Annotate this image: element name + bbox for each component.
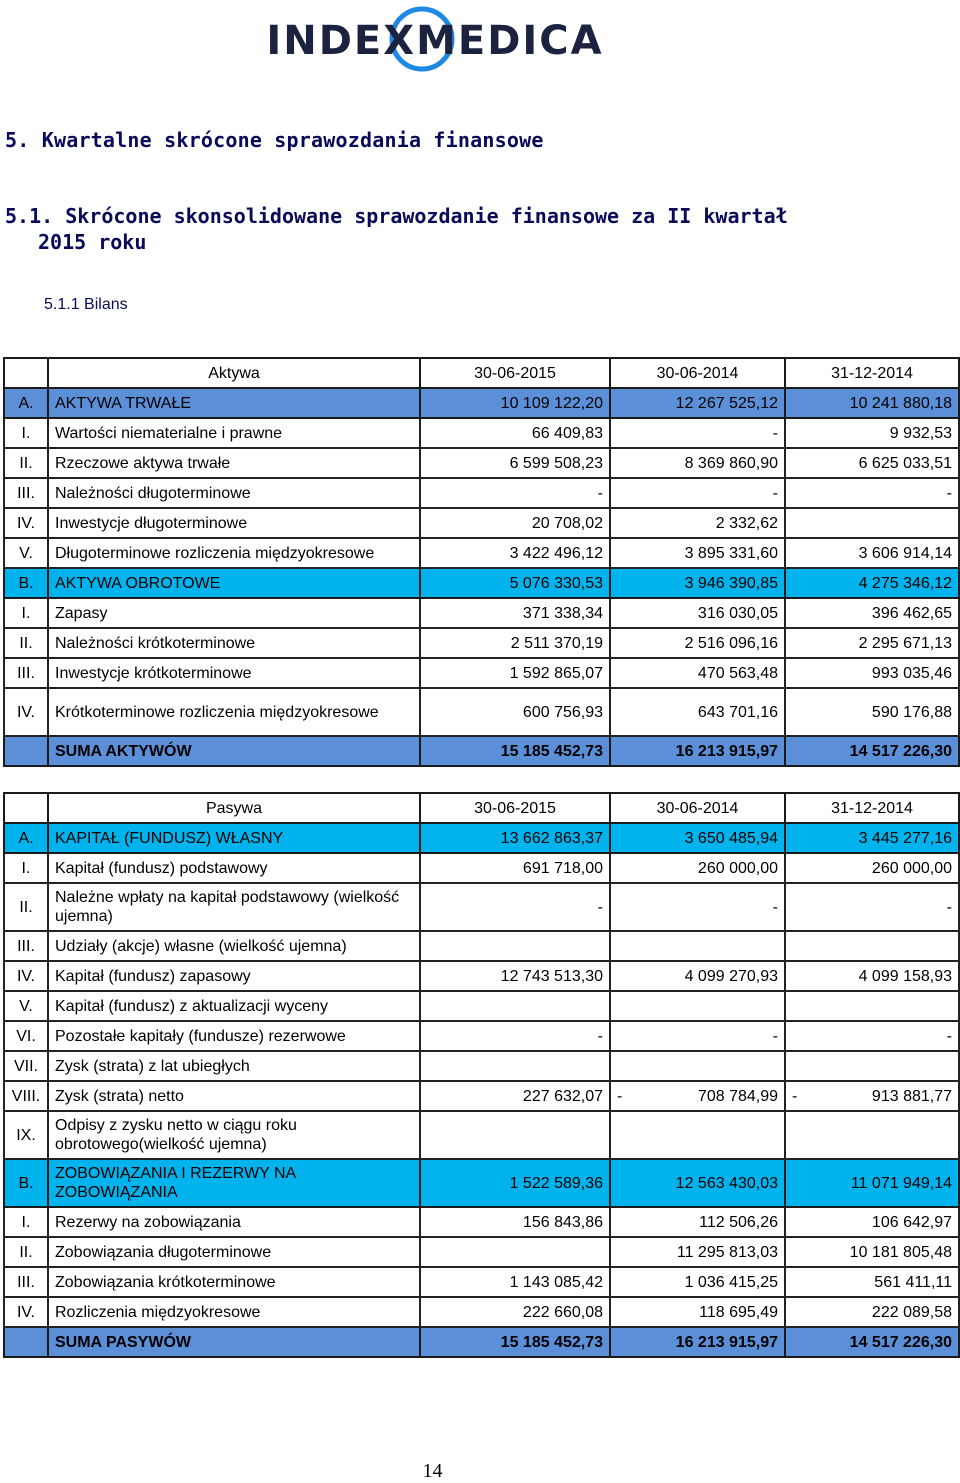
value-31-12-2014: 10 241 880,18	[785, 388, 959, 418]
value-30-06-2015: 15 185 452,73	[420, 1327, 610, 1357]
value-30-06-2014: -	[610, 418, 785, 448]
header-cell: 30-06-2015	[420, 358, 610, 388]
table-row	[4, 883, 959, 931]
row-number: IV.	[4, 688, 48, 736]
row-label: Wartości niematerialne i prawne	[48, 418, 420, 448]
table-row	[4, 418, 959, 448]
row-label: AKTYWA TRWAŁE	[48, 388, 420, 418]
row-number: VIII.	[4, 1081, 48, 1111]
table-row	[4, 1297, 959, 1327]
value-30-06-2014: 12 267 525,12	[610, 388, 785, 418]
row-number: B.	[4, 1159, 48, 1207]
header-title: Pasywa	[48, 793, 420, 823]
value-31-12-2014: -	[785, 1021, 959, 1051]
row-number: VI.	[4, 1021, 48, 1051]
row-number: I.	[4, 418, 48, 448]
table-row	[4, 823, 959, 853]
table-header-row	[4, 793, 959, 823]
value-30-06-2015: 2 511 370,19	[420, 628, 610, 658]
row-number: III.	[4, 658, 48, 688]
value-30-06-2015	[420, 1111, 610, 1159]
row-number: A.	[4, 388, 48, 418]
row-label: Rozliczenia międzyokresowe	[48, 1297, 420, 1327]
row-label: KAPITAŁ (FUNDUSZ) WŁASNY	[48, 823, 420, 853]
value-31-12-2014: -	[785, 478, 959, 508]
value-30-06-2015: 15 185 452,73	[420, 736, 610, 766]
row-number: I.	[4, 853, 48, 883]
table-row	[4, 388, 959, 418]
value-31-12-2014: 3 445 277,16	[785, 823, 959, 853]
value-30-06-2014: 118 695,49	[610, 1297, 785, 1327]
table-row	[4, 688, 959, 736]
table-row	[4, 1267, 959, 1297]
table-row	[4, 448, 959, 478]
value-30-06-2015: -	[420, 883, 610, 931]
row-number: II.	[4, 628, 48, 658]
value-31-12-2014: 6 625 033,51	[785, 448, 959, 478]
row-label: Inwestycje długoterminowe	[48, 508, 420, 538]
row-label: ZOBOWIĄZANIA I REZERWY NA ZOBOWIĄZANIA	[48, 1159, 420, 1207]
value-30-06-2014: 8 369 860,90	[610, 448, 785, 478]
negative-sign: -	[792, 1087, 798, 1105]
value-30-06-2015: 1 522 589,36	[420, 1159, 610, 1207]
row-number	[4, 736, 48, 766]
row-label: Krótkoterminowe rozliczenia międzyokresowe	[48, 688, 420, 736]
row-label: Pozostałe kapitały (fundusze) rezerwowe	[48, 1021, 420, 1051]
value-30-06-2015: 66 409,83	[420, 418, 610, 448]
row-number: II.	[4, 1237, 48, 1267]
table-row	[4, 568, 959, 598]
row-label: Zobowiązania krótkoterminowe	[48, 1267, 420, 1297]
row-label: Rzeczowe aktywa trwałe	[48, 448, 420, 478]
value-31-12-2014: 993 035,46	[785, 658, 959, 688]
value-31-12-2014: 260 000,00	[785, 853, 959, 883]
page-number: 14	[422, 1460, 443, 1482]
liabilities-table	[3, 792, 960, 1358]
value-30-06-2015: 20 708,02	[420, 508, 610, 538]
value-30-06-2015: 6 599 508,23	[420, 448, 610, 478]
value-31-12-2014: 106 642,97	[785, 1207, 959, 1237]
row-label: Rezerwy na zobowiązania	[48, 1207, 420, 1237]
value-30-06-2014	[610, 1111, 785, 1159]
value-31-12-2014	[785, 1051, 959, 1081]
header-cell: 30-06-2015	[420, 793, 610, 823]
value-30-06-2015: 13 662 863,37	[420, 823, 610, 853]
table-row	[4, 853, 959, 883]
row-label: Kapitał (fundusz) zapasowy	[48, 961, 420, 991]
value-30-06-2015: 12 743 513,30	[420, 961, 610, 991]
row-label: Należności długoterminowe	[48, 478, 420, 508]
table-row	[4, 1051, 959, 1081]
table-row	[4, 628, 959, 658]
value-30-06-2014: -	[610, 1021, 785, 1051]
table-row	[4, 1111, 959, 1159]
balance-heading: 5.1.1 Bilans	[44, 296, 128, 313]
row-number: A.	[4, 823, 48, 853]
table-row	[4, 1081, 959, 1111]
row-number: IV.	[4, 961, 48, 991]
value-30-06-2014: 16 213 915,97	[610, 736, 785, 766]
table-row	[4, 991, 959, 1021]
row-number: IV.	[4, 1297, 48, 1327]
row-number: II.	[4, 448, 48, 478]
value-30-06-2014: 3 650 485,94	[610, 823, 785, 853]
value-31-12-2014	[785, 1111, 959, 1159]
value-30-06-2014: 4 099 270,93	[610, 961, 785, 991]
value-30-06-2015	[420, 991, 610, 1021]
row-number: I.	[4, 1207, 48, 1237]
value-31-12-2014: 11 071 949,14	[785, 1159, 959, 1207]
value-31-12-2014: -	[785, 883, 959, 931]
value-30-06-2014: 1 036 415,25	[610, 1267, 785, 1297]
table-row	[4, 538, 959, 568]
value-30-06-2015: 10 109 122,20	[420, 388, 610, 418]
header-cell: 31-12-2014	[785, 793, 959, 823]
value-30-06-2014: 12 563 430,03	[610, 1159, 785, 1207]
value-31-12-2014: 4 275 346,12	[785, 568, 959, 598]
value-30-06-2015: 600 756,93	[420, 688, 610, 736]
logo-text: INDEXMEDICA	[266, 18, 604, 64]
header-cell: 30-06-2014	[610, 358, 785, 388]
value-31-12-2014: 590 176,88	[785, 688, 959, 736]
value-30-06-2015: 227 632,07	[420, 1081, 610, 1111]
value-31-12-2014: 14 517 226,30	[785, 736, 959, 766]
value-30-06-2014: 260 000,00	[610, 853, 785, 883]
value-31-12-2014	[785, 991, 959, 1021]
table-row	[4, 961, 959, 991]
value-30-06-2014: 112 506,26	[610, 1207, 785, 1237]
value-31-12-2014	[785, 508, 959, 538]
value-30-06-2015: -	[420, 1021, 610, 1051]
value-30-06-2015	[420, 1237, 610, 1267]
table-row	[4, 736, 959, 766]
row-number: IV.	[4, 508, 48, 538]
value-31-12-2014: 4 099 158,93	[785, 961, 959, 991]
value-amount: 708 784,99	[697, 1087, 778, 1105]
value-30-06-2015	[420, 1051, 610, 1081]
row-label: AKTYWA OBROTOWE	[48, 568, 420, 598]
value-30-06-2015: 1 143 085,42	[420, 1267, 610, 1297]
table-row	[4, 1207, 959, 1237]
row-label: Kapitał (fundusz) z aktualizacji wyceny	[48, 991, 420, 1021]
value-30-06-2015: 156 843,86	[420, 1207, 610, 1237]
header-cell	[4, 793, 48, 823]
row-label: Zapasy	[48, 598, 420, 628]
value-30-06-2015: 371 338,34	[420, 598, 610, 628]
row-number: B.	[4, 568, 48, 598]
value-30-06-2014	[610, 931, 785, 961]
row-number: VII.	[4, 1051, 48, 1081]
value-31-12-2014: 2 295 671,13	[785, 628, 959, 658]
table-row	[4, 1327, 959, 1357]
value-31-12-2014: 14 517 226,30	[785, 1327, 959, 1357]
row-label: Odpisy z zysku netto w ciągu roku obrotowego(wielkość ujemna)	[48, 1111, 420, 1159]
value-30-06-2014	[610, 1081, 785, 1111]
row-label: Należności krótkoterminowe	[48, 628, 420, 658]
table-header-row	[4, 358, 959, 388]
header-cell: 30-06-2014	[610, 793, 785, 823]
row-number	[4, 1327, 48, 1357]
row-number: III.	[4, 1267, 48, 1297]
value-30-06-2014: 16 213 915,97	[610, 1327, 785, 1357]
subsection-heading-line2: 2015 roku	[38, 230, 147, 254]
table-row	[4, 598, 959, 628]
row-label: Zysk (strata) netto	[48, 1081, 420, 1111]
table-row	[4, 508, 959, 538]
value-30-06-2014: 470 563,48	[610, 658, 785, 688]
indexmedica-logo	[210, 4, 660, 74]
row-number: V.	[4, 538, 48, 568]
value-31-12-2014: 9 932,53	[785, 418, 959, 448]
value-31-12-2014: 10 181 805,48	[785, 1237, 959, 1267]
value-30-06-2014	[610, 1051, 785, 1081]
row-label: Należne wpłaty na kapitał podstawowy (wielkość ujemna)	[48, 883, 420, 931]
row-number: II.	[4, 883, 48, 931]
table-row	[4, 931, 959, 961]
row-label: Udziały (akcje) własne (wielkość ujemna)	[48, 931, 420, 961]
section-heading: 5. Kwartalne skrócone sprawozdania finansowe	[5, 128, 544, 152]
value-30-06-2014: 2 332,62	[610, 508, 785, 538]
row-label: Inwestycje krótkoterminowe	[48, 658, 420, 688]
value-30-06-2015: 3 422 496,12	[420, 538, 610, 568]
value-31-12-2014: 561 411,11	[785, 1267, 959, 1297]
row-label: SUMA AKTYWÓW	[48, 736, 420, 766]
subsection-heading-line1: 5.1. Skrócone skonsolidowane sprawozdanie finansowe za II kwartał	[5, 204, 788, 228]
table-row	[4, 1237, 959, 1267]
value-31-12-2014: 396 462,65	[785, 598, 959, 628]
value-30-06-2014: 316 030,05	[610, 598, 785, 628]
value-30-06-2014: 643 701,16	[610, 688, 785, 736]
header-cell: 31-12-2014	[785, 358, 959, 388]
row-label: Zobowiązania długoterminowe	[48, 1237, 420, 1267]
value-30-06-2014: 3 946 390,85	[610, 568, 785, 598]
row-label: Zysk (strata) z lat ubiegłych	[48, 1051, 420, 1081]
value-30-06-2015: 691 718,00	[420, 853, 610, 883]
header-title: Aktywa	[48, 358, 420, 388]
value-30-06-2014: -	[610, 883, 785, 931]
value-30-06-2015: 5 076 330,53	[420, 568, 610, 598]
row-number: V.	[4, 991, 48, 1021]
assets-table	[3, 357, 960, 767]
header-cell	[4, 358, 48, 388]
value-30-06-2014	[610, 991, 785, 1021]
subsection-heading	[5, 203, 885, 255]
row-number: III.	[4, 931, 48, 961]
table-row	[4, 658, 959, 688]
row-label: Kapitał (fundusz) podstawowy	[48, 853, 420, 883]
negative-sign: -	[617, 1087, 623, 1105]
value-30-06-2014: 11 295 813,03	[610, 1237, 785, 1267]
value-31-12-2014	[785, 1081, 959, 1111]
row-number: I.	[4, 598, 48, 628]
value-30-06-2015: -	[420, 478, 610, 508]
value-30-06-2014: 3 895 331,60	[610, 538, 785, 568]
row-number: III.	[4, 478, 48, 508]
table-row	[4, 478, 959, 508]
value-31-12-2014: 222 089,58	[785, 1297, 959, 1327]
table-row	[4, 1021, 959, 1051]
value-30-06-2015	[420, 931, 610, 961]
value-31-12-2014: 3 606 914,14	[785, 538, 959, 568]
value-30-06-2014: -	[610, 478, 785, 508]
row-number: IX.	[4, 1111, 48, 1159]
row-label: SUMA PASYWÓW	[48, 1327, 420, 1357]
row-label: Długoterminowe rozliczenia międzyokresowe	[48, 538, 420, 568]
value-amount: 913 881,77	[871, 1087, 952, 1105]
value-30-06-2015: 222 660,08	[420, 1297, 610, 1327]
value-30-06-2014: 2 516 096,16	[610, 628, 785, 658]
table-row	[4, 1159, 959, 1207]
value-31-12-2014	[785, 931, 959, 961]
value-30-06-2015: 1 592 865,07	[420, 658, 610, 688]
